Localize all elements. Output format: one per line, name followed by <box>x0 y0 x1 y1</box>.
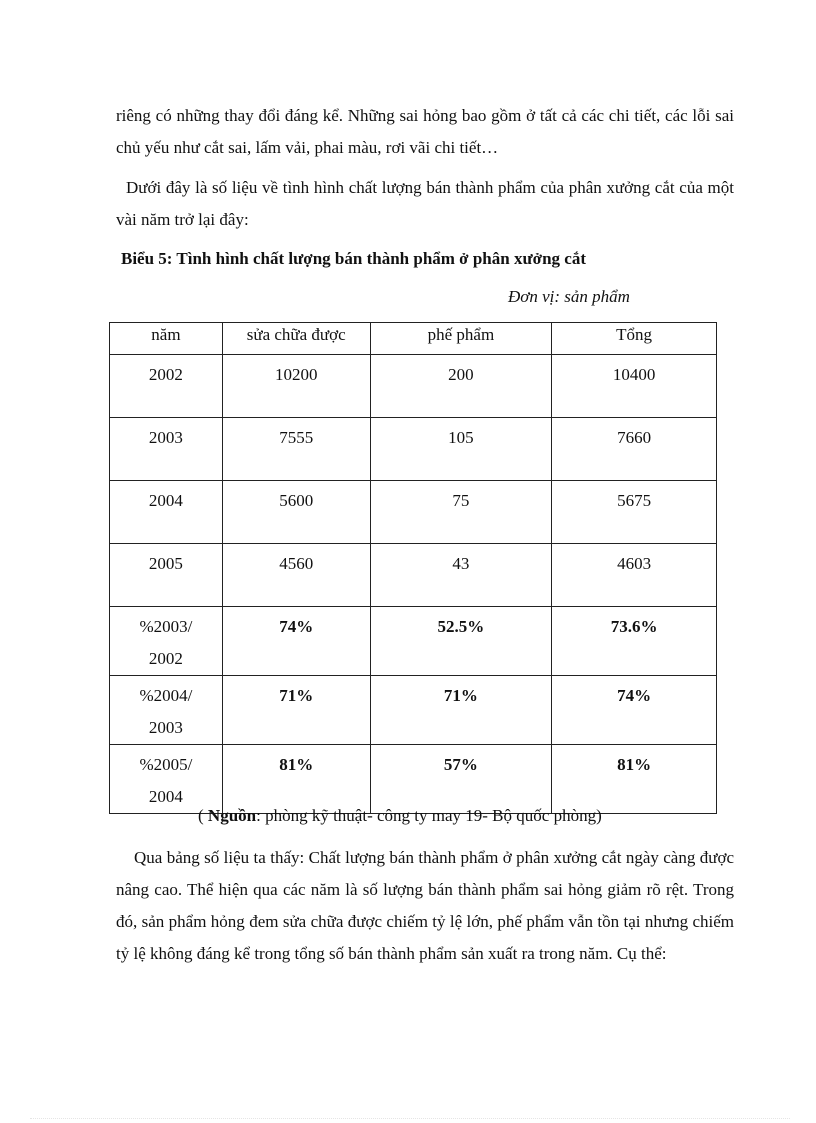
cell-total: 10400 <box>552 355 717 418</box>
ratio-label-top: %2005/ <box>139 755 193 774</box>
table-row <box>110 544 717 607</box>
table-row <box>110 355 717 418</box>
paragraph-intro: riêng có những thay đổi đáng kể. Những sai hỏng bao gồm ở tất cả các chi tiết, các lỗi sai chủ yếu như cắt sai, lấm vải, phai màu, rơi vãi chi tiết… <box>116 106 734 157</box>
table-source <box>198 806 602 826</box>
cell-total: 7660 <box>552 418 717 481</box>
table-row <box>110 745 717 814</box>
row-year: 2004 <box>110 481 223 544</box>
paragraph-analysis: Qua bảng số liệu ta thấy: Chất lượng bán thành phẩm ở phân xưởng cắt ngày càng được nâng cao. Thể hiện qua các năm là số lượng bán thành phẩm sai hỏng giảm rõ rệt. Trong đó, sản phẩm hỏng đem sửa chữa được chiếm tỷ lệ lớn, phế phẩm vẫn tồn tại nhưng chiếm tỷ lệ không đáng kể trong tổng số bán thành phẩm sản xuất ra trong năm. Cụ thể: <box>116 848 734 963</box>
paragraph-data-intro: Dưới đây là số liệu về tình hình chất lượng bán thành phẩm của phân xưởng cắt của một vài năm trở lại đây: <box>116 178 734 229</box>
cell-repaired: 5600 <box>222 481 370 544</box>
table-row <box>110 607 717 676</box>
cell-scrap: 75 <box>370 481 552 544</box>
ratio-label-top: %2004/ <box>139 686 193 705</box>
table-title: Biểu 5: Tình hình chất lượng bán thành phẩm ở phân xưởng cắt <box>121 249 586 268</box>
table-row <box>110 418 717 481</box>
row-year: 2005 <box>110 544 223 607</box>
header-scrap: phế phẩm <box>370 323 552 355</box>
cell-repaired: 4560 <box>222 544 370 607</box>
cell-scrap: 57% <box>370 745 552 814</box>
cell-scrap: 200 <box>370 355 552 418</box>
source-open: ( <box>198 806 208 825</box>
cell-total: 73.6% <box>552 607 717 676</box>
cell-repaired: 10200 <box>222 355 370 418</box>
table-row <box>110 481 717 544</box>
unit-label: Đơn vị: sản phẩm <box>508 287 630 306</box>
cell-total: 74% <box>552 676 717 745</box>
cell-repaired: 71% <box>222 676 370 745</box>
table-row <box>110 676 717 745</box>
header-year: năm <box>110 323 223 355</box>
row-year: 2002 <box>110 355 223 418</box>
ratio-label-bottom: 2004 <box>148 787 183 806</box>
cell-repaired: 7555 <box>222 418 370 481</box>
cell-scrap: 43 <box>370 544 552 607</box>
cell-total: 81% <box>552 745 717 814</box>
source-text: : phòng kỹ thuật- công ty may 19- Bộ quốc phòng) <box>256 806 602 825</box>
header-total: Tổng <box>552 323 717 355</box>
cell-scrap: 71% <box>370 676 552 745</box>
row-year: 2003 <box>110 418 223 481</box>
header-repaired: sửa chữa được <box>222 323 370 355</box>
source-label: Nguồn <box>207 806 257 825</box>
quality-table <box>109 322 717 814</box>
cell-total: 4603 <box>552 544 717 607</box>
ratio-label-bottom: 2002 <box>148 649 183 668</box>
page-bottom-border <box>30 1118 790 1119</box>
cell-total: 5675 <box>552 481 717 544</box>
cell-repaired: 81% <box>222 745 370 814</box>
row-ratio-label <box>110 676 223 745</box>
row-ratio-label <box>110 745 223 814</box>
cell-scrap: 105 <box>370 418 552 481</box>
ratio-label-bottom: 2003 <box>148 718 183 737</box>
ratio-label-top: %2003/ <box>139 617 193 636</box>
cell-repaired: 74% <box>222 607 370 676</box>
row-ratio-label <box>110 607 223 676</box>
cell-scrap: 52.5% <box>370 607 552 676</box>
table-header-row <box>110 323 717 355</box>
